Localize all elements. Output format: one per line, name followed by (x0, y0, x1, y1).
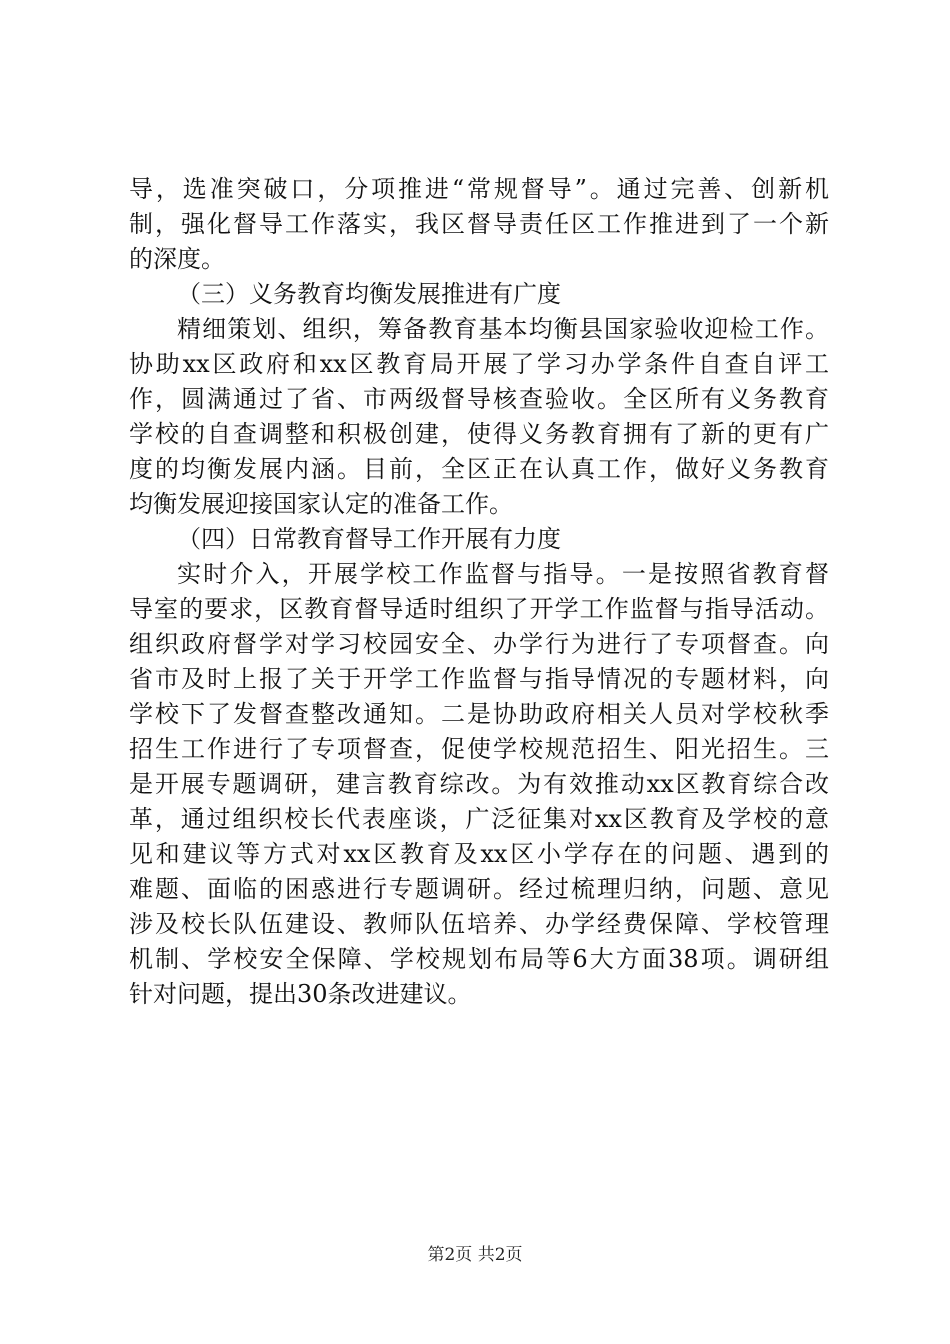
text-line: 招生工作进行了专项督查，促使学校规范招生、阳光招生。三 (129, 735, 829, 763)
text-line: 制，强化督导工作落实，我区督导责任区工作推进到了一个新 (129, 210, 829, 238)
text-line: 涉及校长队伍建设、教师队伍培养、办学经费保障、学校管理 (129, 910, 829, 938)
text-line: 作，圆满通过了省、市两级督导核查验收。全区所有义务教育 (129, 385, 829, 413)
text-line: 省市及时上报了关于开学工作监督与指导情况的专题材料，向 (129, 665, 829, 693)
text-line: 学校的自查调整和积极创建，使得义务教育拥有了新的更有广 (129, 420, 829, 448)
section-heading: （三）义务教育均衡发展推进有广度 (177, 280, 561, 308)
text-line: 均衡发展迎接国家认定的准备工作。 (129, 490, 513, 518)
text-line: 组织政府督学对学习校园安全、办学行为进行了专项督查。向 (129, 630, 829, 658)
text-line: 革，通过组织校长代表座谈，广泛征集对xx区教育及学校的意 (129, 805, 829, 833)
page-number-footer: 第2页 共2页 (427, 1245, 523, 1265)
text-line: 是开展专题调研，建言教育综改。为有效推动xx区教育综合改 (129, 770, 829, 798)
text-line: 见和建议等方式对xx区教育及xx区小学存在的问题、遇到的 (129, 840, 829, 868)
section-heading: （四）日常教育督导工作开展有力度 (177, 525, 561, 553)
text-line: 难题、面临的困惑进行专题调研。经过梳理归纳，问题、意见 (129, 875, 829, 903)
text-line: 度的均衡发展内涵。目前，全区正在认真工作，做好义务教育 (129, 455, 829, 483)
paragraph-first-line: 实时介入，开展学校工作监督与指导。一是按照省教育督 (177, 560, 829, 588)
paragraph-first-line: 精细策划、组织，筹备教育基本均衡县国家验收迎检工作。 (177, 315, 829, 343)
text-line: 针对问题，提出30条改进建议。 (129, 980, 472, 1008)
text-line: 的深度。 (129, 245, 225, 273)
text-line: 协助xx区政府和xx区教育局开展了学习办学条件自查自评工 (129, 350, 829, 378)
text-line: 导室的要求，区教育督导适时组织了开学工作监督与指导活动。 (129, 595, 829, 623)
text-line: 学校下了发督查整改通知。二是协助政府相关人员对学校秋季 (129, 700, 829, 728)
text-line: 机制、学校安全保障、学校规划布局等6大方面38项。调研组 (129, 945, 829, 973)
text-line: 导，选准突破口，分项推进“常规督导”。通过完善、创新机 (129, 175, 829, 203)
document-body (129, 172, 829, 1012)
